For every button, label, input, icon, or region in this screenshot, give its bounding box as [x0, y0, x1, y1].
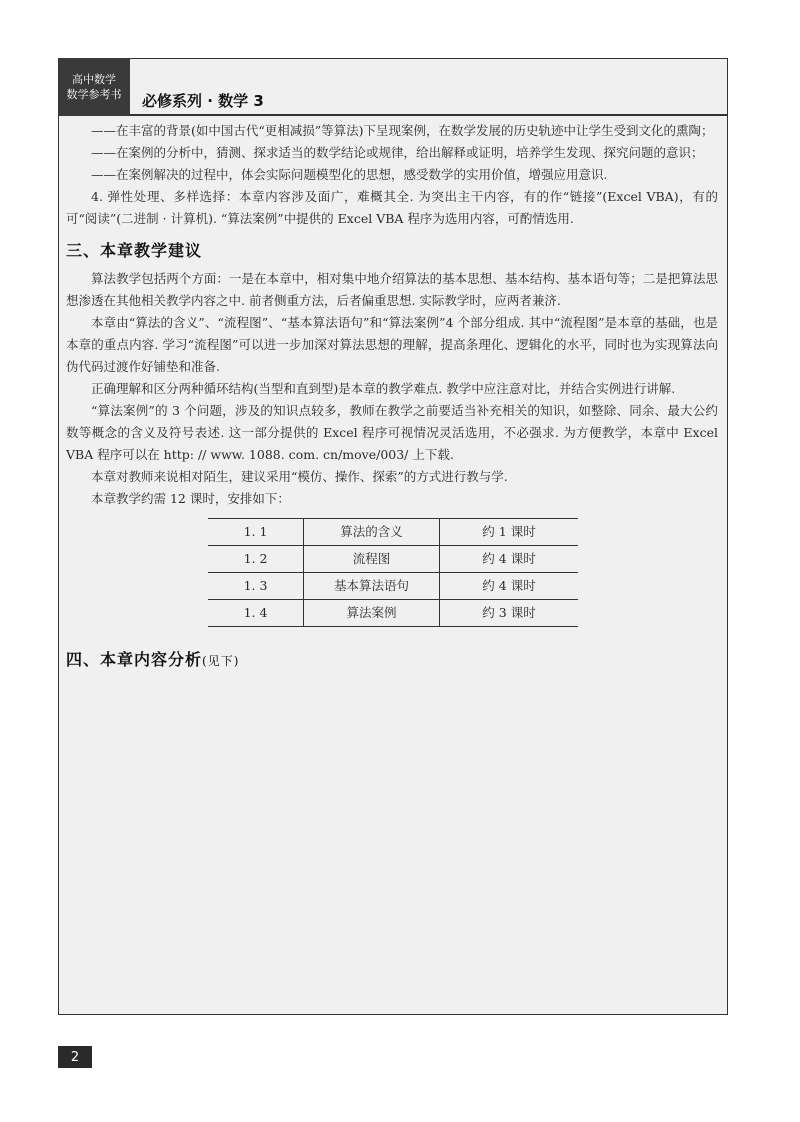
book-title: 必修系列 · 数学 3 [142, 92, 264, 110]
section-topic: 基本算法语句 [304, 573, 440, 600]
table-row [208, 573, 578, 600]
schedule-table [208, 518, 578, 627]
series-badge [58, 58, 130, 116]
paragraph: 本章由“算法的含义”、“流程图”、“基本算法语句”和“算法案例”4 个部分组成. 其中“流程图”是本章的基础，也是本章的重点内容. 学习“流程图”可以进一步加深对算法思想的理解，提高条理化、逻辑化的水平，同时也为实现算法向伪代码过渡作好铺垫和准备. [66, 315, 718, 374]
page-number: 2 [58, 1046, 92, 1068]
paragraph: 4. 弹性处理、多样选择：本章内容涉及面广，难概其全. 为突出主干内容，有的作“链接”(Excel VBA)，有的可“阅读”(二进制 · 计算机). “算法案例”中提供的 Excel VBA 程序为选用内容，可酌情选用. [66, 189, 718, 226]
section-3-heading: 三、本章教学建议 [66, 241, 203, 260]
section-topic: 流程图 [304, 546, 440, 573]
paragraph: ——在案例的分析中，猜测、探求适当的数学结论或规律，给出解释或证明，培养学生发现、探究问题的意识； [91, 145, 704, 160]
table-row [208, 546, 578, 573]
paragraph: 本章教学约需 12 课时，安排如下： [91, 491, 290, 506]
badge-line-2: 数学参考书 [66, 88, 122, 101]
section-topic: 算法的含义 [304, 519, 440, 546]
paragraph: ——在丰富的背景(如中国古代“更相减损”等算法)下呈现案例，在数学发展的历史轨迹中让学生受到文化的熏陶； [91, 123, 714, 138]
section-number: 1. 3 [208, 573, 304, 600]
paragraph: 算法教学包括两个方面：一是在本章中，相对集中地介绍算法的基本思想、基本结构、基本语句等；二是把算法思想渗透在其他相关教学内容之中. 前者侧重方法，后者偏重思想. 实际教学时，应两者兼济. [66, 271, 718, 308]
paragraph: ——在案例解决的过程中，体会实际问题模型化的思想，感受数学的实用价值，增强应用意识. [91, 167, 608, 182]
section-number: 1. 1 [208, 519, 304, 546]
section-hours: 约 3 课时 [482, 605, 536, 620]
paragraph: “算法案例”的 3 个问题，涉及的知识点较多，教师在教学之前要适当补充相关的知识，如整除、同余、最大公约数等概念的含义及符号表述. 这一部分提供的 Excel 程序可视情况灵活选用，不必强求. 为方便教学，本章中 Excel VBA 程序可以在 http: // www. 1088. com. cn/move/003/ 上下载. [66, 403, 718, 462]
section-hours: 约 4 课时 [482, 578, 536, 593]
page-content [66, 120, 718, 678]
section-4-note: (见下) [202, 654, 240, 668]
badge-line-1: 高中数学 [72, 73, 116, 86]
page-header [58, 58, 728, 116]
table-row [208, 600, 578, 627]
section-hours: 约 4 课时 [482, 551, 536, 566]
header-rule [130, 114, 728, 116]
section-number: 1. 2 [208, 546, 304, 573]
section-number: 1. 4 [208, 600, 304, 627]
section-4-title: 四、本章内容分析 [66, 650, 203, 669]
section-topic: 算法案例 [304, 600, 440, 627]
table-row [208, 519, 578, 546]
paragraph: 正确理解和区分两种循环结构(当型和直到型)是本章的教学难点. 教学中应注意对比，并结合实例进行讲解. [91, 381, 676, 396]
section-hours: 约 1 课时 [482, 524, 536, 539]
paragraph: 本章对教师来说相对陌生，建议采用“模仿、操作、探索”的方式进行教与学. [91, 469, 508, 484]
section-4-heading [66, 649, 718, 672]
